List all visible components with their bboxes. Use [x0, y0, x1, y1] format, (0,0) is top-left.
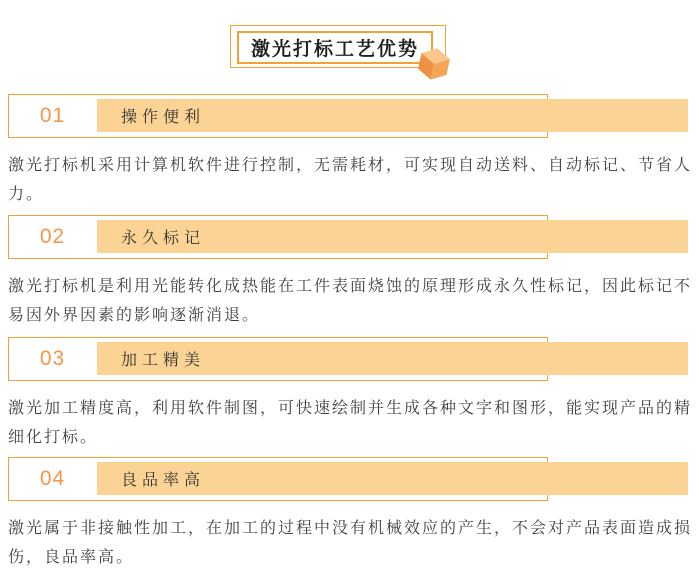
section-2-heading-bar: [97, 220, 688, 253]
section-4-heading: 良品率高: [121, 472, 206, 489]
section-2-number: 02: [39, 225, 66, 248]
section-3-number: 03: [39, 347, 66, 370]
section-1-heading: 操作便利: [121, 109, 206, 126]
section-4-heading-bar: [97, 462, 688, 495]
section-3: [0, 337, 699, 457]
section-3-heading-bar: [97, 342, 688, 375]
section-2-heading: 永久标记: [121, 230, 206, 247]
section-1: [0, 94, 699, 214]
page-title: 激光打标工艺优势: [250, 39, 419, 60]
section-1-body: 激光打标机采用计算机软件进行控制，无需耗材，可实现自动送料、自动标记、节省人力。: [8, 157, 693, 203]
section-4: [0, 457, 699, 569]
section-2-body: 激光打标机是利用光能转化成热能在工件表面烧蚀的原理形成永久性标记，因此标记不易因外界因素的影响逐渐消退。: [8, 278, 693, 324]
section-2: [0, 215, 699, 335]
section-3-body: 激光加工精度高，利用软件制图，可快速绘制并生成各种文字和图形，能实现产品的精细化打标。: [8, 400, 693, 446]
section-3-heading: 加工精美: [121, 352, 206, 369]
section-1-heading-bar: [97, 99, 688, 132]
section-4-number: 04: [39, 467, 66, 490]
section-1-number: 01: [39, 104, 66, 127]
hexagon-3d-icon: [416, 46, 452, 82]
title-block: [230, 25, 450, 83]
section-4-body: 激光属于非接触性加工，在加工的过程中没有机械效应的产生，不会对产品表面造成损伤，良品率高。: [8, 520, 693, 566]
title-inner-frame: [237, 31, 433, 64]
